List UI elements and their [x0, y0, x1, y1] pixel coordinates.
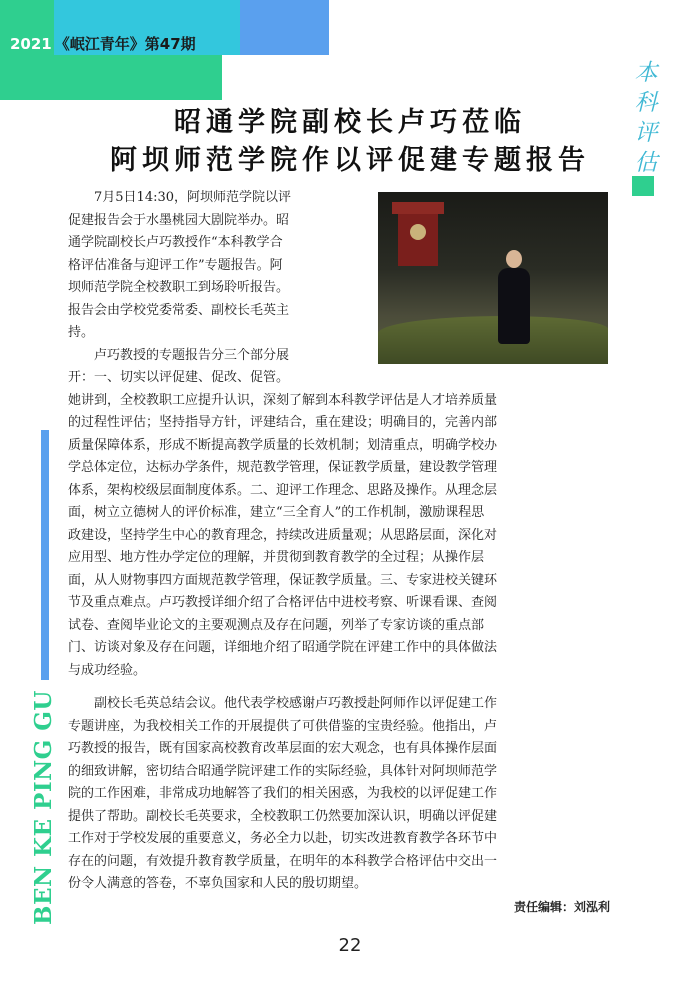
text-line: 报告会由学校党委常委、副校长毛英主: [68, 302, 290, 318]
paragraph-3: [68, 693, 608, 896]
text-line: 政建设，坚持学生中心的教育理念，持续改进质量观；从思路层面，深化对: [68, 527, 498, 543]
side-title-char: 本: [634, 60, 658, 86]
text-line: 她讲到，全校教职工应提升认识，深刻了解到本科教学评估是人才培养质量: [68, 392, 498, 408]
text-line: 格评估准备与迎评工作”专题报告。阿: [68, 257, 283, 273]
side-blue-bar: [41, 430, 49, 680]
text-line: 份令人满意的答卷，不辜负国家和人民的殷切期望。: [68, 876, 368, 891]
text-line: 副校长毛英总结会议。他代表学校感谢卢巧教授赴阿师作以评促建工作: [94, 696, 498, 711]
text-line: 持。: [68, 325, 95, 340]
page-number: 22: [338, 935, 362, 956]
text-line: 体系，架构校级层面制度体系。二、迎评工作理念、思路及操作。从理念层: [68, 482, 498, 498]
text-line: 存在的问题，有效提升教育教学质量，在明年的本科教学合格评估中交出一: [68, 853, 498, 869]
text-line: 工作对于学校发展的重要意义，务必全力以赴，切实改进教育教学各环节中: [68, 831, 498, 846]
issue-label: [10, 33, 196, 55]
text-line: 面，从人财物事四方面规范教学管理，保证教学质量。三、专家进校关键环: [68, 572, 498, 588]
text-line: 与成功经验。: [68, 662, 147, 678]
text-line: 的过程性评估；坚持指导方针，评建结合，重在建设；明确目的，完善内部: [68, 415, 498, 430]
text-line: 门、访谈对象及存在问题，详细地介绍了昭通学院在评建工作中的具体做法: [68, 640, 498, 655]
text-line: 专题讲座，为我校相关工作的开展提供了可供借鉴的宝贵经验。他指出，卢: [68, 718, 498, 734]
issue-year: 2021: [10, 35, 52, 53]
title-line-1: 昭通学院副校长卢巧莅临: [174, 107, 526, 138]
text-line: 试卷、查阅毕业论文的主要观测点及存在问题，列举了专家访谈的重点部: [68, 617, 485, 633]
text-line: 开：一、切实以评促建、促改、促管。: [68, 370, 290, 385]
text-line: 面，树立立德树人的评价标准，建立“三全育人”的工作机制，激励课程思: [68, 505, 485, 520]
text-line: 节及重点难点。卢巧教授详细介绍了合格评估中进校考察、听课看课、查阅: [68, 595, 498, 610]
issue-name: 《岷江青年》第47期: [54, 35, 196, 53]
text-line: 应用型、地方性办学定位的理解，并贯彻到教育教学的全过程；从操作层: [68, 550, 485, 565]
text-line: 通学院副校长卢巧教授作“本科教学合: [68, 235, 283, 250]
paragraph-2: [68, 345, 608, 683]
text-line: 卢巧教授的专题报告分三个部分展: [94, 347, 290, 363]
text-line: 促建报告会于水墨桃园大剧院举办。昭: [68, 212, 290, 228]
article-body: [68, 187, 608, 896]
vertical-section-label: BEN KE PING GU: [30, 690, 57, 925]
text-line: 学总体定位，达标办学条件，规范教学管理，保证教学质量，建设教学管理: [68, 460, 498, 475]
text-line: 巧教授的报告，既有国家高校教育改革层面的宏大观念，也有具体操作层面: [68, 741, 498, 756]
text-line: 的细致讲解，密切结合昭通学院评建工作的实际经验，具体针对阿坝师范学: [68, 763, 498, 779]
text-line: 提供了帮助。副校长毛英要求，全校教职工仍然要加深认识，明确以评促建: [68, 808, 498, 824]
paragraph-1: [68, 187, 608, 345]
text-line: 院的工作困难，非常成功地解答了我们的相关困惑，为我校的以评促建工作: [68, 786, 498, 801]
side-title-char: 评: [634, 120, 658, 146]
responsible-editor: 责任编辑：刘泓利: [513, 900, 610, 914]
side-title-char: 科: [634, 90, 658, 116]
title-line-2: 阿坝师范学院作以评促建专题报告: [110, 145, 590, 176]
text-line: 质量保障体系，形成不断提高教学质量的长效机制；划清重点，明确学校办: [68, 437, 498, 453]
text-line: 坝师范学院全校教职工到场聆听报告。: [68, 280, 290, 295]
text-line: 7月5日14:30，阿坝师范学院以评: [94, 190, 292, 205]
side-title-char: 估: [634, 150, 658, 176]
article-title: [40, 104, 660, 180]
